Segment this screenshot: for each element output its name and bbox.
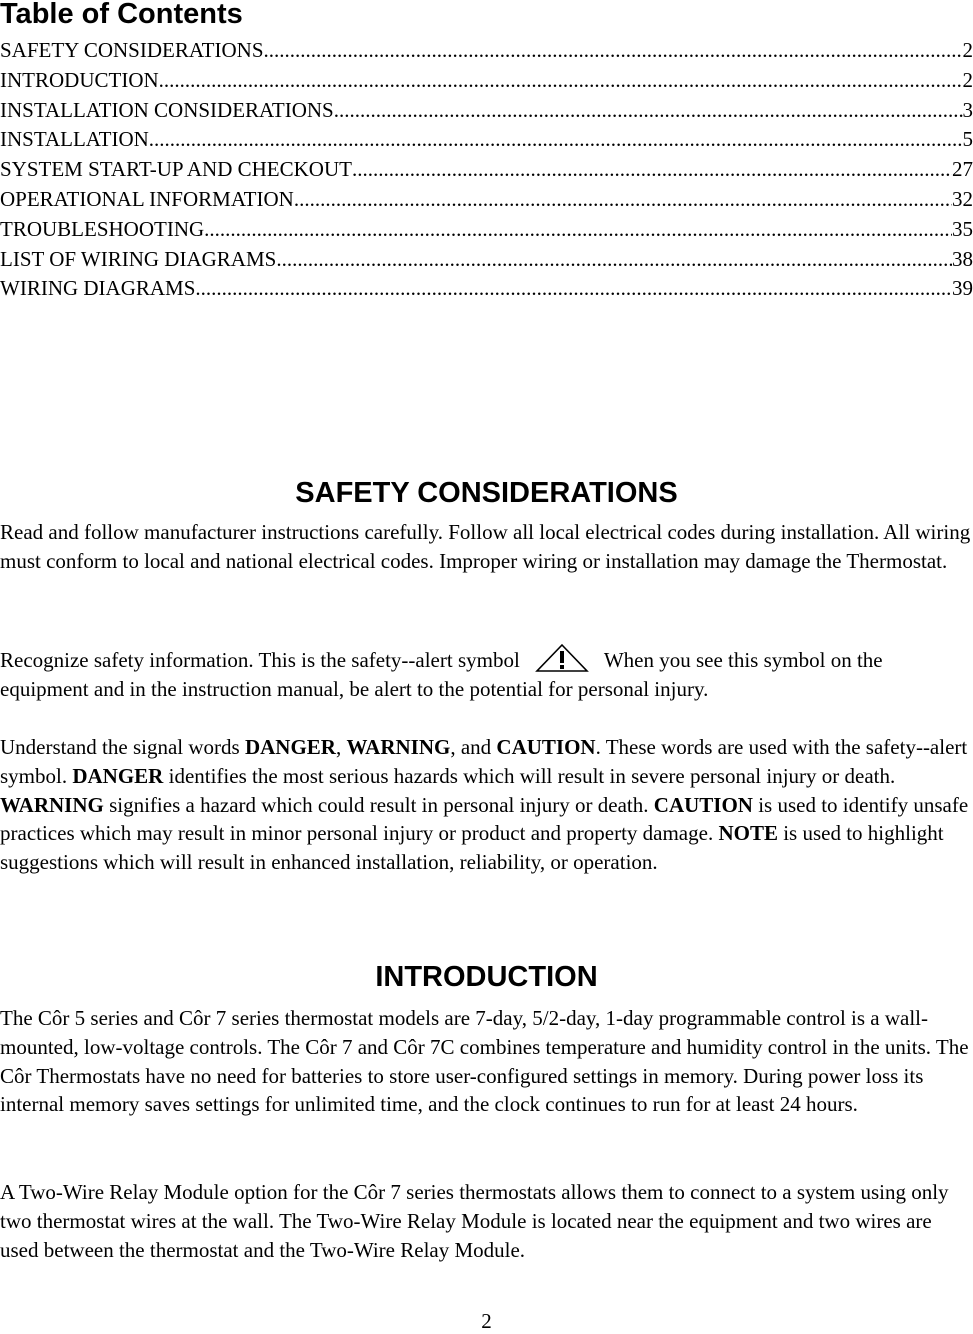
safety-heading: SAFETY CONSIDERATIONS [0,475,973,511]
safety-paragraph-2-end: When you see this symbol on the equipment and in the instruction manual, be alert to the potential for personal injury. [0,648,883,701]
toc-entry[interactable] [0,274,973,304]
toc-entry[interactable] [0,36,973,66]
page-number: 2 [0,1308,973,1334]
safety-alert-icon [534,643,590,673]
text-run: is used to identify unsafe practices which may result in minor personal injury or product and property damage. [0,793,968,846]
toc-leader-dots [159,66,963,96]
text-run: identifies the most serious hazards which will result in severe personal injury or death. [163,764,895,788]
introduction-paragraph-2: A Two-Wire Relay Module option for the Côr 7 series thermostats allows them to connect to a system using only two thermostat wires at the wall. The Two-Wire Relay Module is located near the equipment and two wires are used between the thermostat and the Two-Wire Relay Module. [0,1178,973,1264]
toc-entry[interactable] [0,96,973,126]
toc-entry-page: 27 [952,155,973,185]
toc-list [0,36,973,304]
toc-entry[interactable] [0,155,973,185]
signal-word-note: NOTE [718,821,778,845]
text-run: is used to highlight suggestions which will result in enhanced installation, reliability, or operation. [0,821,944,874]
toc-leader-dots [334,96,963,126]
toc-leader-dots [195,274,952,304]
toc-entry[interactable] [0,215,973,245]
toc-entry-label: TROUBLESHOOTING [0,215,204,245]
toc-leader-dots [204,215,952,245]
signal-word-caution: CAUTION [654,793,753,817]
toc-entry-page: 3 [963,96,973,126]
text-run: signifies a hazard which could result in personal injury or death. [104,793,654,817]
toc-entry-page: 38 [952,245,973,275]
introduction-paragraph-1: The Côr 5 series and Côr 7 series thermostat models are 7-day, 5/2-day, 1-day programmable control is a wall-mounted, low-voltage controls. The Côr 7 and Côr 7C combines temperature and humidity control in the units. The Côr Thermostats have no need for batteries to store user-configured settings in memory. During power loss its internal memory saves settings for unlimited time, and the clock continues to run for at least 24 hours. [0,1004,973,1119]
toc-entry-label: INTRODUCTION [0,66,159,96]
safety-paragraph-1: Read and follow manufacturer instructions carefully. Follow all local electrical codes during installation. All wiring must conform to local and national electrical codes. Improper wiring or installation may damage the Thermostat. [0,518,973,576]
toc-entry-page: 39 [952,274,973,304]
toc-entry[interactable] [0,185,973,215]
toc-entry-label: INSTALLATION [0,125,149,155]
signal-word-danger: DANGER [72,764,163,788]
signal-word-caution: CAUTION [496,735,595,759]
text-run: , [336,735,347,759]
toc-entry-label: LIST OF WIRING DIAGRAMS [0,245,276,275]
signal-word-warning: WARNING [0,793,104,817]
safety-paragraph-3 [0,733,973,877]
toc-entry-label: OPERATIONAL INFORMATION [0,185,294,215]
signal-word-danger: DANGER [245,735,336,759]
toc-leader-dots [294,185,952,215]
toc-entry-page: 5 [963,125,973,155]
text-run: Understand the signal words [0,735,245,759]
toc-entry-label: WIRING DIAGRAMS [0,274,195,304]
toc-leader-dots [276,245,952,275]
toc-entry-label: SAFETY CONSIDERATIONS [0,36,264,66]
toc-leader-dots [352,155,952,185]
toc-leader-dots [264,36,963,66]
introduction-heading: INTRODUCTION [0,959,973,995]
safety-paragraph-2-start: Recognize safety information. This is the safety--alert symbol [0,648,520,672]
toc-entry-label: SYSTEM START-UP AND CHECKOUT [0,155,352,185]
toc-entry-page: 35 [952,215,973,245]
toc-entry[interactable] [0,66,973,96]
toc-entry-page: 32 [952,185,973,215]
toc-entry-page: 2 [963,36,973,66]
toc-leader-dots [149,125,963,155]
text-run: . These words are used with the safety--alert symbol. [0,735,967,788]
toc-title: Table of Contents [0,0,243,32]
toc-entry[interactable] [0,245,973,275]
signal-word-warning: WARNING [346,735,450,759]
safety-paragraph-2 [0,643,973,704]
toc-entry-label: INSTALLATION CONSIDERATIONS [0,96,334,126]
text-run: , and [450,735,496,759]
toc-entry-page: 2 [963,66,973,96]
toc-entry[interactable] [0,125,973,155]
